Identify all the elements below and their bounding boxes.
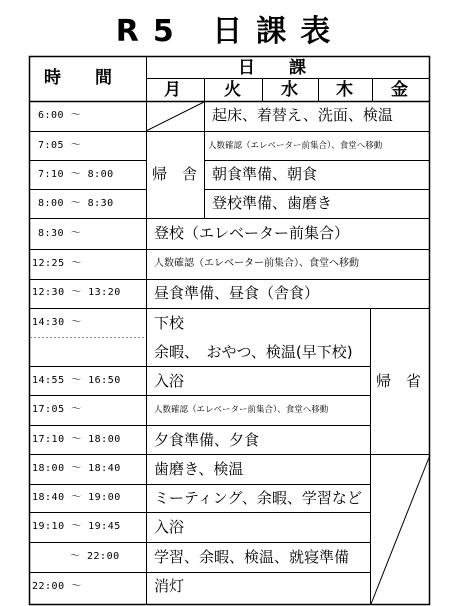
activity-cell: 消灯: [154, 577, 185, 595]
page-title: R5 日課表: [115, 14, 345, 49]
time-cell: ～ 22:00: [70, 551, 120, 562]
activity-cell: ミーティング、余暇、学習など: [154, 489, 362, 507]
activity-cell: 人数確認（エレベーター前集合）、食堂へ移動: [154, 405, 329, 415]
time-cell: 8:00 ～ 8:30: [38, 198, 114, 209]
time-cell: 18:40 ～ 19:00: [32, 492, 121, 503]
activity-cell: 夕食準備、夕食: [154, 431, 260, 449]
activity-cell: 登校準備、歯磨き: [212, 194, 333, 212]
time-cell: 12:30 ～ 13:20: [32, 287, 121, 298]
activity-cell: 朝食準備、朝食: [212, 165, 318, 183]
activity-cell: 起床、着替え、洗面、検温: [212, 106, 393, 124]
day-thu: 木: [336, 80, 353, 100]
activity-cell: 歯磨き、検温: [154, 460, 244, 478]
activity-cell: 下校: [154, 314, 185, 332]
time-cell: 14:55 ～ 16:50: [32, 375, 121, 386]
day-mon: 月: [164, 80, 181, 100]
activity-cell: 学習、余暇、検温、就寝準備: [154, 548, 350, 566]
time-cell: 22:00 ～: [32, 581, 82, 592]
activity-cell: 昼食準備、昼食（舎食）: [154, 284, 320, 302]
day-tue: 火: [224, 80, 241, 100]
time-cell: 6:00 ～: [38, 110, 82, 121]
day-fri: 金: [391, 80, 408, 100]
activity-cell: 登校（エレベーター前集合）: [154, 224, 350, 242]
time-cell: 17:10 ～ 18:00: [32, 434, 121, 445]
activity-cell: 余暇、 おやつ、検温(早下校): [154, 343, 353, 361]
activity-cell: 人数確認（エレベーター前集合）、食堂へ移動: [208, 141, 383, 151]
time-cell: 17:05 ～: [32, 404, 82, 415]
kisei-label: 帰 省: [376, 372, 422, 390]
time-cell: 12:25 ～: [32, 258, 82, 269]
time-cell: 7:05 ～: [38, 140, 82, 151]
activity-cell: 入浴: [154, 372, 185, 390]
time-cell: 14:30 ～: [32, 317, 82, 328]
time-cell: 19:10 ～ 19:45: [32, 521, 121, 532]
time-cell: 8:30 ～: [38, 228, 82, 239]
time-cell: 18:00 ～ 18:40: [32, 463, 121, 474]
time-cell: 7:10 ～ 8:00: [38, 169, 114, 180]
day-wed: 水: [281, 80, 298, 100]
time-header: 時 間: [44, 68, 112, 88]
kisha-label: 帰 舎: [152, 165, 198, 183]
schedule-header: 日 課: [238, 58, 306, 78]
activity-cell: 入浴: [154, 518, 185, 536]
activity-cell: 人数確認（エレベーター前集合）、食堂へ移動: [154, 258, 359, 269]
